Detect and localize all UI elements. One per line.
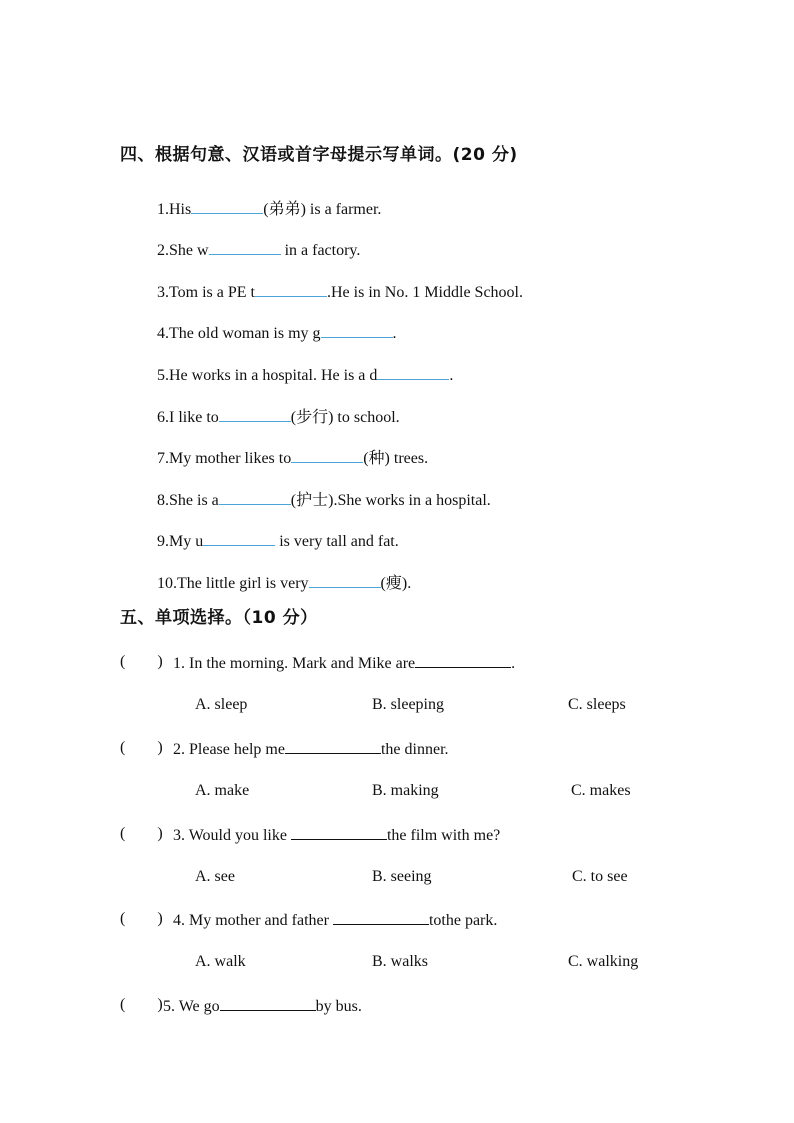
fill-item-8: [157, 489, 491, 511]
option-b[interactable]: B. seeing: [372, 868, 432, 885]
option-c[interactable]: C. to see: [572, 868, 628, 885]
fill-item-9: [157, 530, 399, 552]
mc-question-2: [173, 738, 449, 760]
question-text: .: [511, 655, 516, 672]
fill-item-6: [157, 406, 400, 428]
answer-blank[interactable]: [191, 198, 263, 214]
answer-blank[interactable]: [333, 909, 429, 925]
option-a[interactable]: A. see: [195, 868, 235, 885]
item-text: is very tall and fat.: [275, 533, 399, 550]
option-c[interactable]: C. walking: [568, 953, 639, 970]
option-a[interactable]: A. make: [195, 782, 250, 799]
mc-question-4: [173, 909, 497, 931]
item-text: 6.I like to: [157, 409, 219, 426]
question-text: 1. In the morning. Mark and Mike are: [173, 655, 416, 672]
answer-paren[interactable]: ( ): [120, 653, 163, 670]
answer-paren[interactable]: ( ): [120, 996, 163, 1013]
fill-item-10: [157, 572, 411, 594]
item-text: in a factory.: [280, 242, 361, 259]
item-text: (种) trees.: [363, 450, 429, 467]
answer-paren[interactable]: ( ): [120, 739, 163, 756]
section-4-title: 四、根据句意、汉语或首字母提示写单词。(20 分): [120, 145, 518, 165]
item-text: 3.Tom is a PE t: [157, 284, 255, 301]
item-text: (瘦).: [380, 575, 412, 592]
item-text: 5.He works in a hospital. He is a d: [157, 367, 378, 384]
question-text: 4. My mother and father: [173, 912, 333, 929]
item-text: 2.She w: [157, 242, 209, 259]
question-text: 5. We go: [163, 998, 220, 1015]
item-text: .: [392, 325, 397, 342]
mc-question-3: [173, 824, 500, 846]
question-text: 2. Please help me: [173, 741, 285, 758]
fill-item-7: [157, 447, 428, 469]
answer-blank[interactable]: [321, 322, 393, 338]
item-text: .He is in No. 1 Middle School.: [327, 284, 523, 301]
answer-blank[interactable]: [203, 530, 275, 546]
fill-item-1: [157, 198, 381, 220]
option-b[interactable]: B. sleeping: [372, 696, 444, 713]
question-text: by bus.: [315, 998, 362, 1015]
item-text: 10.The little girl is very: [157, 575, 309, 592]
option-b[interactable]: B. making: [372, 782, 439, 799]
fill-item-3: [157, 281, 523, 303]
option-a[interactable]: A. walk: [195, 953, 246, 970]
answer-blank[interactable]: [285, 738, 381, 754]
option-c[interactable]: C. makes: [571, 782, 631, 799]
answer-blank[interactable]: [415, 652, 511, 668]
option-b[interactable]: B. walks: [372, 953, 428, 970]
question-text: the dinner.: [380, 741, 449, 758]
item-text: (弟弟) is a farmer.: [263, 201, 382, 218]
answer-blank[interactable]: [377, 364, 449, 380]
question-text: 3. Would you like: [173, 827, 291, 844]
answer-blank[interactable]: [255, 281, 327, 297]
answer-blank[interactable]: [219, 406, 291, 422]
item-text: 8.She is a: [157, 492, 219, 509]
item-text: (步行) to school.: [290, 409, 400, 426]
mc-question-1: [173, 652, 515, 674]
answer-blank[interactable]: [209, 239, 281, 255]
fill-item-2: [157, 239, 360, 261]
answer-blank[interactable]: [219, 489, 291, 505]
question-text: the film with me?: [386, 827, 501, 844]
item-text: 1.His: [157, 201, 192, 218]
item-text: 9.My u: [157, 533, 204, 550]
option-a[interactable]: A. sleep: [195, 696, 248, 713]
answer-blank[interactable]: [309, 572, 381, 588]
answer-blank[interactable]: [291, 447, 363, 463]
item-text: .: [449, 367, 454, 384]
answer-blank[interactable]: [291, 824, 387, 840]
fill-item-4: [157, 322, 397, 344]
answer-paren[interactable]: ( ): [120, 825, 163, 842]
answer-blank[interactable]: [220, 995, 316, 1011]
fill-item-5: [157, 364, 453, 386]
question-text: tothe park.: [428, 912, 498, 929]
item-text: 7.My mother likes to: [157, 450, 292, 467]
option-c[interactable]: C. sleeps: [568, 696, 626, 713]
mc-question-5: [163, 995, 362, 1017]
item-text: 4.The old woman is my g: [157, 325, 321, 342]
item-text: (护士).She works in a hospital.: [290, 492, 491, 509]
answer-paren[interactable]: ( ): [120, 910, 163, 927]
section-5-title: 五、单项选择。（10 分）: [120, 608, 318, 628]
